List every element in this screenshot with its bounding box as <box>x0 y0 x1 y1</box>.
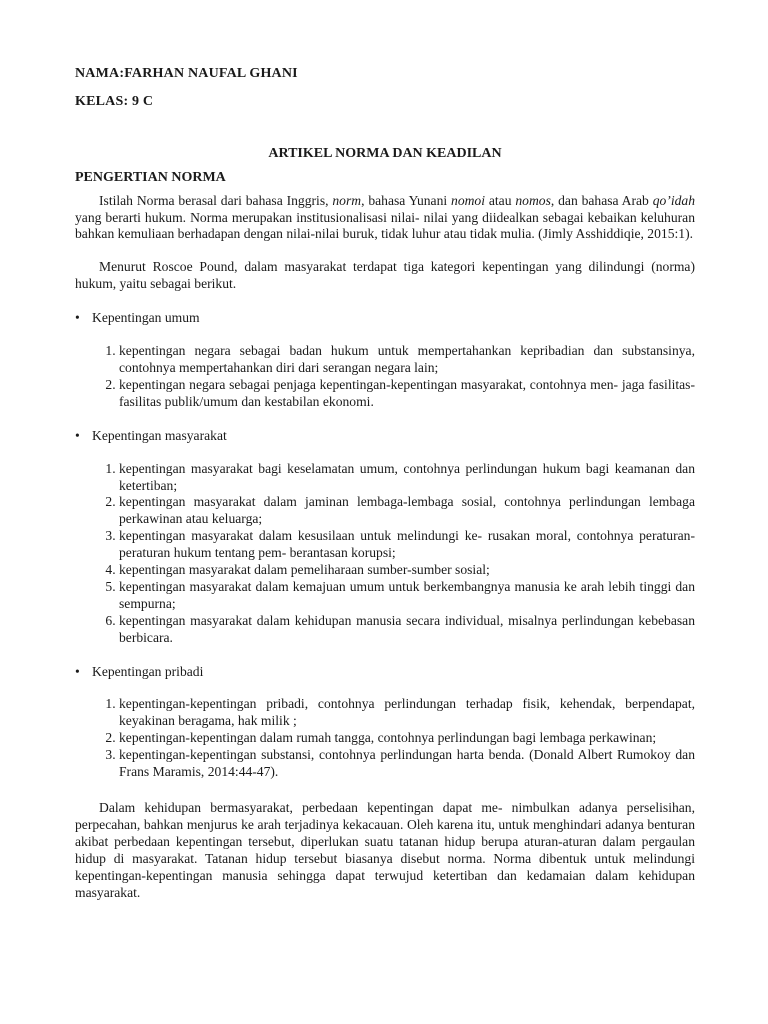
term-nomos: nomos <box>515 192 551 208</box>
list-masyarakat <box>75 461 695 647</box>
closing-paragraph: Dalam kehidupan bermasyarakat, perbedaan kepentingan dapat me- nimbulkan adanya perselisihan, perpecahan, bahkan menjurus ke arah terjadinya kekacauan. Oleh karena itu, untuk menghindari adanya benturan akibat perbedaan kepentingan tersebut, diperlukan suatu tatanan hidup berupa aturan-aturan dalam pergaulan hidup di masyarakat. Tatanan hidup tersebut biasanya disebut norma. Norma dibentuk untuk melindungi kepentingan-kepentingan manusia sehingga dapat terwujud ketertiban dan kedamaian dalam kehidupan masyarakat. <box>75 800 695 900</box>
intro-text-d: , dan bahasa Arab <box>550 192 653 208</box>
intro-text-c: atau <box>485 192 516 208</box>
list-item: 2. kepentingan-kepentingan dalam rumah tangga, contohnya perlindungan bagi lembaga perkawinan; <box>119 730 695 747</box>
intro-text-b: , bahasa Yunani <box>361 192 452 208</box>
list-item: 1. kepentingan-kepentingan pribadi, contohnya perlindungan terhadap fisik, kehendak, berpendapat, keyakinan beragama, hak milik ; <box>119 696 695 730</box>
intro-paragraph <box>75 193 695 244</box>
student-name: NAMA:FARHAN NAUFAL GHANI <box>75 66 298 81</box>
list-item: 2. kepentingan masyarakat dalam jaminan lembaga-lembaga sosial, contohnya perlindungan lembaga perkawinan atau keluarga; <box>119 494 695 528</box>
list-umum <box>75 343 695 411</box>
list-item: 6. kepentingan masyarakat dalam kehidupan manusia secara individual, misalnya perlindungan kebebasan berbicara. <box>119 613 695 647</box>
category-umum: • Kepentingan umum <box>75 310 695 327</box>
student-class: KELAS: 9 C <box>75 93 154 109</box>
list-item: 1. kepentingan masyarakat bagi keselamatan umum, contohnya perlindungan hukum bagi keamanan dan ketertiban; <box>119 461 695 495</box>
list-item: 4. kepentingan masyarakat dalam pemeliharaan sumber-sumber sosial; <box>119 562 695 579</box>
list-item: 2. kepentingan negara sebagai penjaga kepentingan-kepentingan masyarakat, contohnya men- jaga fasilitas-fasilitas publik/umum dan kestabilan ekonomi. <box>119 377 695 411</box>
intro-text-a: Istilah Norma berasal dari bahasa Inggris, <box>99 192 333 208</box>
intro-text-e: yang berarti hukum. Norma merupakan institusionalisasi nilai- nilai yang diidealkan sebagai kebaikan keluhuran bahkan kemuliaan berhadapan dengan nilai-nilai buruk, tidak luhur atau tidak mulia. (Jimly Asshiddiqie, 2015:1). <box>75 209 695 242</box>
list-item: 5. kepentingan masyarakat dalam kemajuan umum untuk berkembangnya manusia ke arah lebih tinggi dan sempurna; <box>119 579 695 613</box>
term-qoidah: qo’idah <box>652 192 695 208</box>
section-heading: PENGERTIAN NORMA <box>75 169 226 185</box>
article-title: ARTIKEL NORMA DAN KEADILAN <box>268 145 502 161</box>
category-pribadi: • Kepentingan pribadi <box>75 664 695 681</box>
roscoe-paragraph: Menurut Roscoe Pound, dalam masyarakat terdapat tiga kategori kepentingan yang dilindungi (norma) hukum, yaitu sebagai berikut. <box>75 259 695 292</box>
list-item: 3. kepentingan-kepentingan substansi, contohnya perlindungan harta benda. (Donald Albert Rumokoy dan Frans Maramis, 2014:44-47). <box>119 747 695 781</box>
term-nomoi: nomoi <box>451 192 485 208</box>
term-norm: norm <box>332 192 362 208</box>
category-masyarakat: • Kepentingan masyarakat <box>75 428 695 445</box>
list-item: 3. kepentingan masyarakat dalam kesusilaan untuk melindungi ke- rusakan moral, contohnya peraturan-peraturan hukum tentang pem- berantasan korupsi; <box>119 528 695 562</box>
list-item: 1. kepentingan negara sebagai badan hukum untuk mempertahankan kepribadian dan substansinya, contohnya mempertahankan diri dari serangan negara lain; <box>119 343 695 377</box>
list-pribadi <box>75 696 695 781</box>
